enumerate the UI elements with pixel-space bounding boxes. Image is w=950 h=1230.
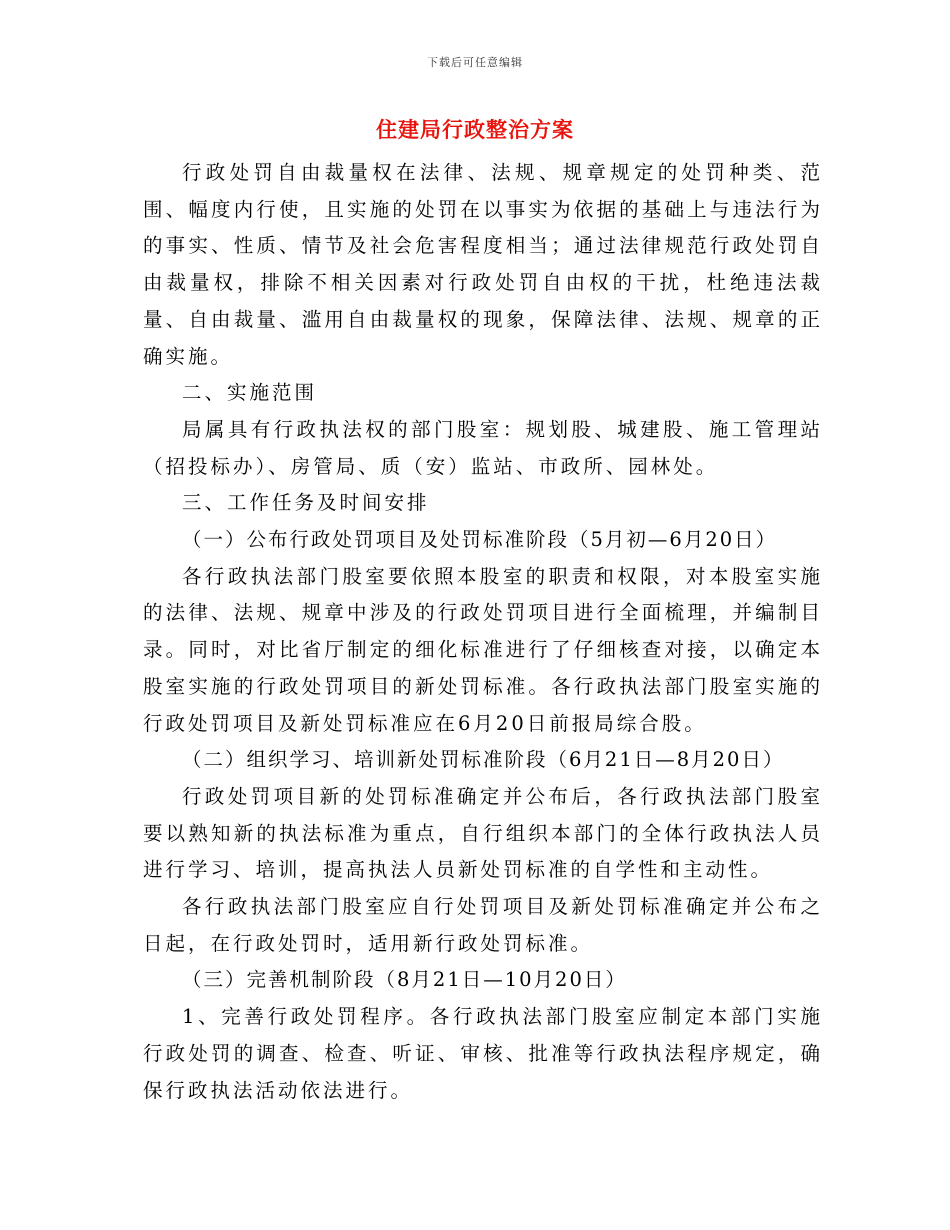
paragraph-intro: 行政处罚自由裁量权在法律、法规、规章规定的处罚种类、范围、幅度内行使，且实施的处罚在以事实为依据的基础上与违法行为的事实、性质、情节及社会危害程度相当；通过法律规范行政处罚自由裁量权，排除不相关因素对行政处罚自由权的干扰，杜绝违法裁量、自由裁量、滥用自由裁量权的现象，保障法律、法规、规章的正确实施。 [143, 161, 823, 368]
paragraph-stage-3: 1、完善行政处罚程序。各行政执法部门股室应制定本部门实施行政处罚的调查、检查、听证、审核、批准等行政执法程序规定，确保行政执法活动依法进行。 [143, 1005, 823, 1102]
document-body [143, 155, 823, 1109]
section-heading-scope: 二、实施范围 [182, 381, 318, 405]
subsection-heading-stage-2: （二）组织学习、培训新处罚标准阶段（6月21日—8月20日） [182, 748, 785, 772]
paragraph-scope: 局属具有行政执法权的部门股室：规划股、城建股、施工管理站（招投标办）、房管局、质（安）监站、市政所、园林处。 [143, 417, 823, 478]
paragraph-stage-2a: 行政处罚项目新的处罚标准确定并公布后，各行政执法部门股室要以熟知新的执法标准为重点，自行组织本部门的全体行政执法人员进行学习、培训，提高执法人员新处罚标准的自学性和主动性。 [143, 784, 823, 882]
subsection-heading-stage-3: （三）完善机制阶段（8月21日—10月20日） [182, 968, 627, 992]
document-title: 住建局行政整治方案 [376, 117, 574, 142]
section-heading-tasks: 三、工作任务及时间安排 [182, 491, 430, 515]
paragraph-stage-1: 各行政执法部门股室要依照本股室的职责和权限，对本股室实施的法律、法规、规章中涉及的行政处罚项目进行全面梳理，并编制目录。同时，对比省厅制定的细化标准进行了仔细核查对接，以确定本股室实施的行政处罚项目的新处罚标准。各行政执法部门股室实施的行政处罚项目及新处罚标准应在6月20日前报局综合股。 [143, 564, 823, 735]
header-note: 下载后可任意编辑 [427, 56, 523, 69]
paragraph-stage-2b: 各行政执法部门股室应自行处罚项目及新处罚标准确定并公布之日起，在行政处罚时，适用新行政处罚标准。 [143, 895, 823, 955]
subsection-heading-stage-1: （一）公布行政处罚项目及处罚标准阶段（5月初—6月20日） [182, 528, 778, 552]
